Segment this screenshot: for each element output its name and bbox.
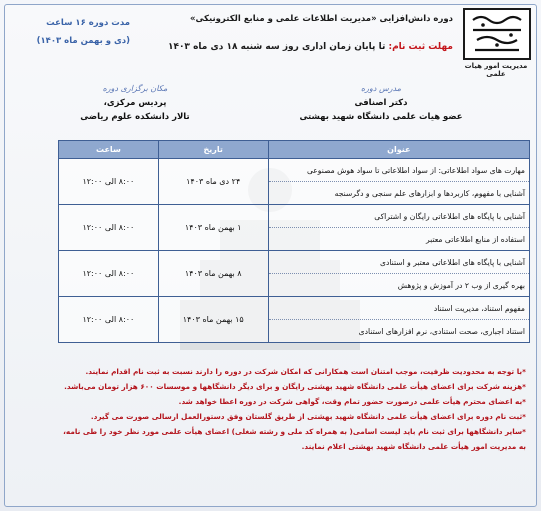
venue-block <box>60 82 210 124</box>
session-topic: استناد اجباری، صحت استنادی، نرم افزارهای استنادی <box>268 320 529 343</box>
session-topic: آشنایی با مفهوم، کاربردها و ابزارهای علم سنجی و دگرسنجه <box>268 182 529 205</box>
venue-label: مکان برگزاری دوره <box>102 84 168 93</box>
duration-hours: مدت دوره ۱۶ ساعت <box>46 18 130 28</box>
instructor-name: دکتر اصنافی <box>354 98 408 108</box>
session-topic: بهره گیری از وب ۲ در آموزش و پژوهش <box>268 274 529 297</box>
course-title: دوره دانش‌افزایی «مدیریت اطلاعات علمی و منابع الکترونیکی» <box>189 14 453 24</box>
note-certificate: *به اعضای محترم هیأت علمی درصورت حضور تمام وقت، گواهی شرکت در دوره اعطا خواهد شد. <box>178 397 526 406</box>
instructor-block <box>281 82 481 124</box>
session-date: ۱ بهمن ماه ۱۴۰۳ <box>158 205 268 251</box>
note-capacity: *با توجه به محدودیت ظرفیت، موجب امتنان است همکارانی که امکان شرکت در دوره را دارند نسبت به ثبت نام اقدام نمایند. <box>85 367 526 376</box>
session-time: ۸:۰۰ الی ۱۲:۰۰ <box>59 159 159 205</box>
registration-deadline <box>153 42 453 52</box>
schedule-table <box>58 140 530 343</box>
venue-campus: پردیس مرکزی، <box>103 98 167 108</box>
note-other-universities: *سایر دانشگاهها برای ثبت نام باید لیست اسامی( به همراه کد ملی و رشته شغلی) اعضای هیأت علمی مورد نظر خود را طی نامه، <box>63 427 526 436</box>
session-topic: آشنایی با پایگاه های اطلاعاتی رایگان و اشتراکی <box>268 205 529 228</box>
session-time: ۸:۰۰ الی ۱۲:۰۰ <box>59 297 159 343</box>
session-topic: مهارت های سواد اطلاعاتی: از سواد اطلاعاتی تا سواد هوش مصنوعی <box>268 159 529 182</box>
instructor-label: مدرس دوره <box>360 84 402 93</box>
notes-block <box>14 364 526 454</box>
header-time: ساعت <box>59 141 159 159</box>
note-fee: *هزینه شرکت برای اعضای هیأت علمی دانشگاه شهید بهشتی رایگان و برای دیگر دانشگاهها و موسسات ۶۰۰ هزار تومان می‌باشد. <box>64 382 526 391</box>
session-topic: آشنایی با پایگاه های اطلاعاتی معتبر و استنادی <box>268 251 529 274</box>
table-row <box>59 251 530 274</box>
session-date: ۸ بهمن ماه ۱۴۰۳ <box>158 251 268 297</box>
note-other-universities-cont: به مدیریت امور هیأت علمی دانشگاه شهید بهشتی اعلام نمایند. <box>301 442 526 451</box>
session-topic: مفهوم استناد، مدیریت استناد <box>268 297 529 320</box>
duration-months: (دی و بهمن ماه ۱۴۰۳) <box>36 36 130 46</box>
registration-text: تا پایان زمان اداری روز سه شنبه ۱۸ دی ماه ۱۴۰۳ <box>167 42 389 52</box>
university-logo-icon <box>467 12 527 56</box>
note-registration: *ثبت نام دوره برای اعضای هیأت علمی دانشگاه شهید بهشتی از طریق گلستان وفق دستورالعمل ارسالی صورت می گیرد. <box>90 412 526 421</box>
session-topic: استفاده از منابع اطلاعاتی معتبر <box>268 228 529 251</box>
session-date: ۲۴ دی ماه ۱۴۰۳ <box>158 159 268 205</box>
venue-hall: تالار دانشکده علوم ریاضی <box>80 112 190 122</box>
logo-caption: مدیریت امور هیات علمی <box>464 62 528 78</box>
table-row <box>59 205 530 228</box>
table-header-row <box>59 141 530 159</box>
session-date: ۱۵ بهمن ماه ۱۴۰۳ <box>158 297 268 343</box>
session-time: ۸:۰۰ الی ۱۲:۰۰ <box>59 205 159 251</box>
header-topic: عنوان <box>268 141 529 159</box>
registration-label: مهلت ثبت نام: <box>388 42 453 52</box>
header-date: تاریخ <box>158 141 268 159</box>
university-logo <box>463 8 531 60</box>
table-row <box>59 297 530 320</box>
instructor-affiliation: عضو هیات علمی دانشگاه شهید بهشتی <box>299 112 463 122</box>
course-duration <box>10 14 130 50</box>
table-row <box>59 159 530 182</box>
session-time: ۸:۰۰ الی ۱۲:۰۰ <box>59 251 159 297</box>
